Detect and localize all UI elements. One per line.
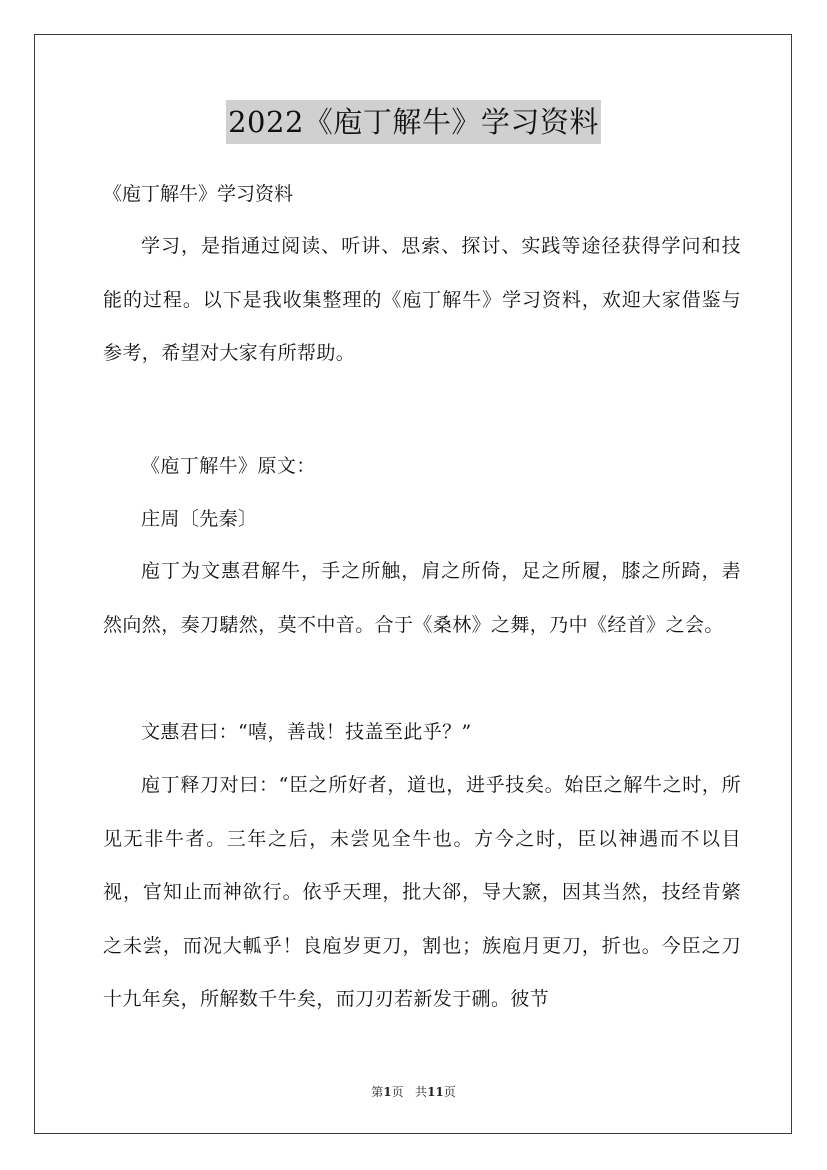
footer-page-prefix: 第 — [371, 1085, 384, 1099]
body-paragraph-1: 庖丁为文惠君解牛，手之所触，肩之所倚，足之所履，膝之所踦，砉然向然，奏刀騞然，莫不中音。合于《桑林》之舞，乃中《经首》之会。 — [103, 560, 741, 636]
page-footer — [0, 1083, 827, 1100]
footer-page-suffix: 页 — [391, 1085, 404, 1099]
footer-total-prefix: 共 — [415, 1085, 428, 1099]
body-paragraph-3: 庖丁释刀对曰：“臣之所好者，道也，进乎技矣。始臣之解牛之时，所见无非牛者。三年之后，未尝见全牛也。方今之时，臣以神遇而不以目视，官知止而神欲行。依乎天理，批大郤，导大窾，因其当然，技经肯綮之未尝，而况大軱乎！良庖岁更刀，割也；族庖月更刀，折也。今臣之刀十九年矣，所解数千牛矣，而刀刃若新发于硎。彼节 — [103, 774, 741, 1010]
author-line: 庄周〔先秦〕 — [141, 508, 258, 530]
document-title: 2022《庖丁解牛》学习资料 — [226, 100, 601, 144]
document-subtitle: 《庖丁解牛》学习资料 — [103, 183, 294, 205]
title-wrap — [0, 100, 827, 144]
intro-paragraph: 学习，是指通过阅读、听讲、思索、探讨、实践等途径获得学问和技能的过程。以下是我收集整理的《庖丁解牛》学习资料，欢迎大家借鉴与参考，希望对大家有所帮助。 — [103, 235, 741, 364]
footer-total-number: 11 — [427, 1085, 444, 1099]
footer-page-number: 1 — [383, 1085, 392, 1099]
body-paragraph-2: 文惠君曰：“嘻，善哉！技盖至此乎？” — [141, 721, 472, 743]
footer-total-suffix: 页 — [443, 1085, 456, 1099]
original-heading: 《庖丁解牛》原文： — [141, 455, 316, 477]
